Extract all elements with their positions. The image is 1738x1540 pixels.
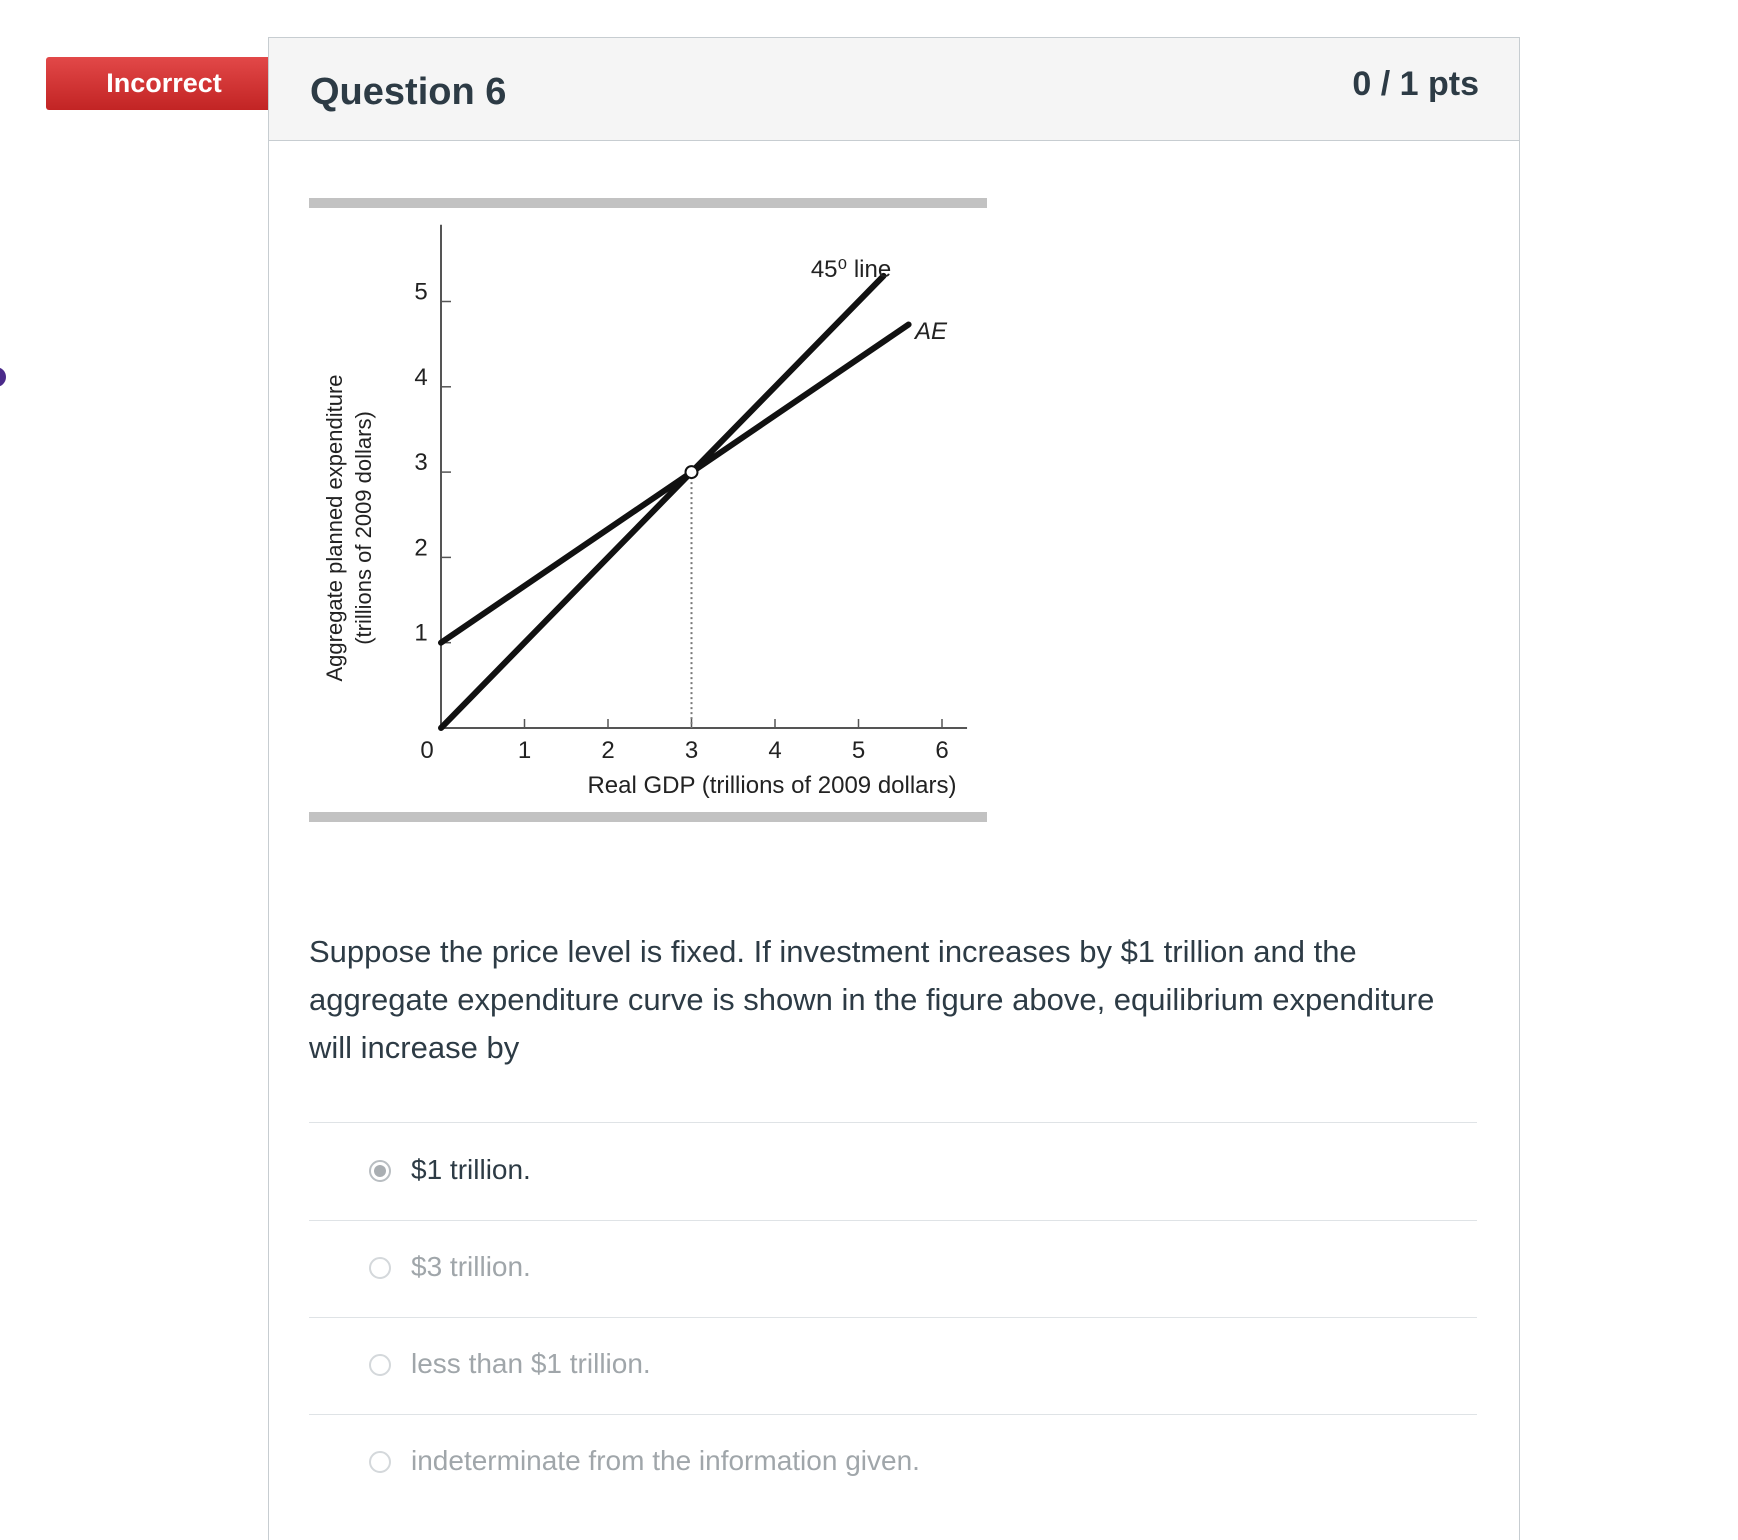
answer-option-1[interactable] [309, 1125, 1477, 1221]
answer-option-4[interactable] [309, 1416, 1477, 1512]
answer-label-2: $3 trillion. [411, 1251, 531, 1282]
x-tick-label: 4 [768, 737, 782, 764]
origin-label: 0 [420, 737, 434, 764]
answer-radio-4[interactable] [369, 1451, 391, 1473]
line-45-label: 45⁰ line [810, 256, 892, 283]
y-tick-label: 5 [414, 278, 428, 306]
answer-label-3: less than $1 trillion. [411, 1348, 651, 1379]
y-axis-label-line1: Aggregate planned expenditure [322, 374, 347, 682]
x-tick-label: 5 [851, 737, 866, 764]
answer-radio-2[interactable] [369, 1257, 391, 1279]
y-tick-label: 3 [414, 449, 428, 477]
line-45 [441, 276, 884, 728]
answer-divider [309, 1220, 1477, 1221]
answer-radio-3[interactable] [369, 1354, 391, 1376]
x-tick-label: 3 [684, 737, 699, 764]
question-figure [309, 198, 987, 822]
question-title: Question 6 [310, 71, 507, 113]
figure-bottom-rule [309, 812, 987, 822]
y-tick-label: 1 [414, 619, 428, 647]
equilibrium-point [686, 466, 698, 478]
x-tick-label: 6 [935, 737, 949, 764]
answer-divider [309, 1317, 1477, 1318]
ae-curve-label: AE [914, 318, 948, 345]
answer-radio-1[interactable] [369, 1160, 391, 1182]
x-tick-label: 1 [517, 737, 532, 764]
question-text: Suppose the price level is fixed. If investment increases by $1 trillion and the aggregate expenditure curve is shown in the figure above, equilibrium expenditure will increase by [309, 934, 1435, 1065]
y-tick-label: 4 [414, 363, 428, 391]
answer-label-4: indeterminate from the information given. [411, 1445, 920, 1476]
answer-option-3[interactable] [309, 1319, 1477, 1415]
x-axis-label: Real GDP (trillions of 2009 dollars) [587, 772, 957, 799]
answers-top-divider [309, 1122, 1477, 1123]
answer-divider [309, 1414, 1477, 1415]
x-tick-label: 2 [601, 737, 615, 764]
question-points: 0 / 1 pts [1352, 65, 1479, 103]
answer-label-1: $1 trillion. [411, 1154, 531, 1185]
side-indicator-dot [0, 367, 6, 387]
question-header [269, 38, 1519, 141]
y-axis-label-line2: (trillions of 2009 dollars) [351, 411, 376, 645]
ae-curve [441, 325, 909, 643]
ae-chart [309, 198, 987, 822]
answer-option-2[interactable] [309, 1222, 1477, 1318]
incorrect-label: Incorrect [106, 68, 222, 98]
y-tick-label: 2 [414, 534, 428, 562]
